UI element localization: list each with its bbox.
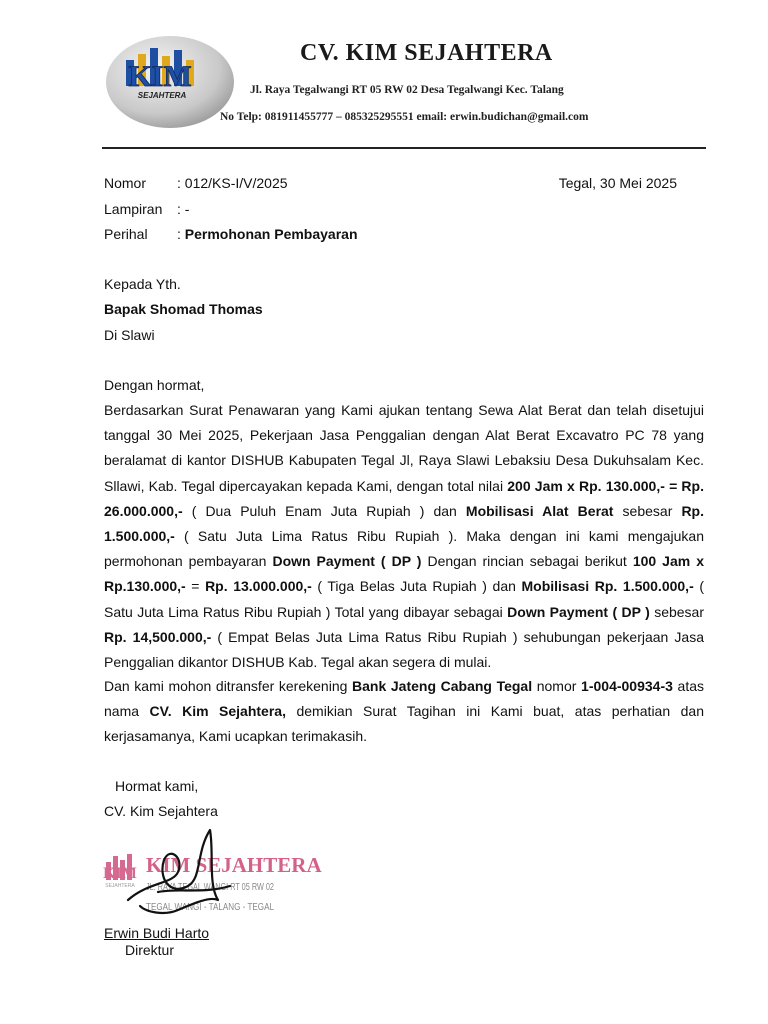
- text-run: Dengan rincian sebagai berikut: [421, 553, 633, 570]
- perihal-label: Perihal: [104, 226, 148, 242]
- text-run: ( Empat Belas Juta Lima Ratus Ribu Rupiah ) sehubungan pekerjaan Jasa Penggalian dikantor DISHUB Kab. Tegal akan segera di mulai.: [104, 628, 705, 671]
- text-run: Berdasarkan Surat Penawaran yang Kami ajukan tentang Sewa Alat Berat dan telah disetujui tanggal 30 Mei 2025, Pekerjaan Jasa Penggalian dengan Alat Berat Excavatro PC 78 yang beralamat di kantor DISHUB Kabupaten Tegal Jl, Raya Slawi Lebaksiu Desa Dukuhsalam Kec. Sllawi, Kab. Tegal dipercayakan kepada Kami, dengan total nilai: [104, 402, 704, 494]
- text-run: ( Satu Juta Lima Ratus Ribu Rupiah ) Total yang dibayar sebagai: [104, 578, 704, 620]
- text-run: ( Dua Puluh Enam Juta Rupiah ) dan: [182, 502, 466, 519]
- bold-text-run: Bank Jateng Cabang Tegal: [352, 678, 533, 694]
- text-run: ( Satu Juta Lima Ratus Ribu Rupiah ). Maka dengan ini kami mengajukan permohonan pembayaran: [104, 528, 704, 570]
- company-address: Jl. Raya Tegalwangi RT 05 RW 02 Desa Tegalwangi Kec. Talang: [250, 84, 564, 96]
- stamp-location: TEGAL WANGI - TALANG - TEGAL: [146, 902, 275, 913]
- text-run: nomor: [532, 678, 582, 694]
- perihal-separator: :: [177, 226, 185, 242]
- text-run: atas nama: [104, 678, 704, 720]
- bold-text-run: CV. Kim Sejahtera,: [149, 703, 286, 720]
- letterhead-divider: [102, 147, 706, 149]
- recipient-place: Di Slawi: [104, 327, 155, 343]
- perihal-value: Permohonan Pembayaran: [184, 226, 358, 242]
- bold-text-run: Rp. 1.500.000,-: [104, 502, 704, 545]
- bold-text-run: 200 Jam x Rp. 130.000,- = Rp. 26.000.000,-: [104, 477, 704, 519]
- stamp-logo-text: KIM: [103, 865, 137, 882]
- bold-text-run: Rp. 14,500.000,-: [104, 628, 212, 645]
- recipient-name: Bapak Shomad Thomas: [104, 301, 263, 317]
- signer-name: Erwin Budi Harto: [104, 925, 210, 941]
- recipient-salutation: Kepada Yth.: [104, 276, 181, 292]
- closing-company: CV. Kim Sejahtera: [104, 803, 218, 819]
- handwritten-signature: [118, 822, 238, 922]
- nomor-value: : 012/KS-I/V/2025: [177, 175, 288, 191]
- stamp-logo-subtext: SEJAHTERA: [105, 883, 135, 889]
- company-name: CV. KIM SEJAHTERA: [300, 40, 553, 66]
- text-run: Dan kami mohon ditransfer kerekening: [104, 678, 353, 694]
- body-paragraph-2: [104, 674, 704, 750]
- stamp-title: KIM SEJAHTERA: [146, 853, 322, 877]
- bold-text-run: Mobilisasi Alat Berat: [465, 502, 614, 519]
- text-run: sebesar: [649, 603, 704, 620]
- text-run: demikian Surat Tagihan ini Kami buat, atas perhatian dan kerjasamanya, Kami ucapkan terimakasih.: [104, 703, 704, 745]
- signer-title: Direktur: [125, 942, 175, 958]
- body-paragraph-1: [104, 398, 704, 675]
- company-contact: No Telp: 081911455777 – 085325295551 email: erwin.budichan@gmail.com: [220, 111, 589, 123]
- company-logo: [104, 30, 236, 130]
- text-run: ( Tiga Belas Juta Rupiah ) dan: [311, 578, 522, 595]
- meta-perihal: [104, 226, 358, 242]
- letter-date: Tegal, 30 Mei 2025: [558, 175, 677, 191]
- bold-text-run: Down Payment ( DP ): [272, 553, 422, 570]
- stamp-address: JL. RAYA TEGAL WANGI RT 05 RW 02: [146, 882, 275, 893]
- lampiran-value: : -: [177, 201, 190, 217]
- text-run: =: [185, 578, 206, 595]
- bold-text-run: Mobilisasi Rp. 1.500.000,-: [521, 578, 694, 595]
- bold-text-run: 100 Jam x Rp.130.000,-: [104, 553, 704, 595]
- greeting: Dengan hormat,: [104, 377, 205, 393]
- logo-text: KIM: [128, 60, 192, 93]
- meta-nomor: [104, 175, 288, 191]
- logo-subtext: SEJAHTERA: [137, 91, 187, 100]
- nomor-label: Nomor: [104, 175, 147, 191]
- bold-text-run: Down Payment ( DP ): [507, 603, 650, 620]
- lampiran-label: Lampiran: [104, 201, 163, 217]
- text-run: sebesar: [613, 502, 682, 519]
- bold-text-run: Rp. 13.000.000,-: [205, 578, 312, 595]
- meta-lampiran: [104, 201, 189, 217]
- bold-text-run: 1-004-00934-3: [581, 678, 673, 694]
- closing-regards: Hormat kami,: [115, 778, 199, 794]
